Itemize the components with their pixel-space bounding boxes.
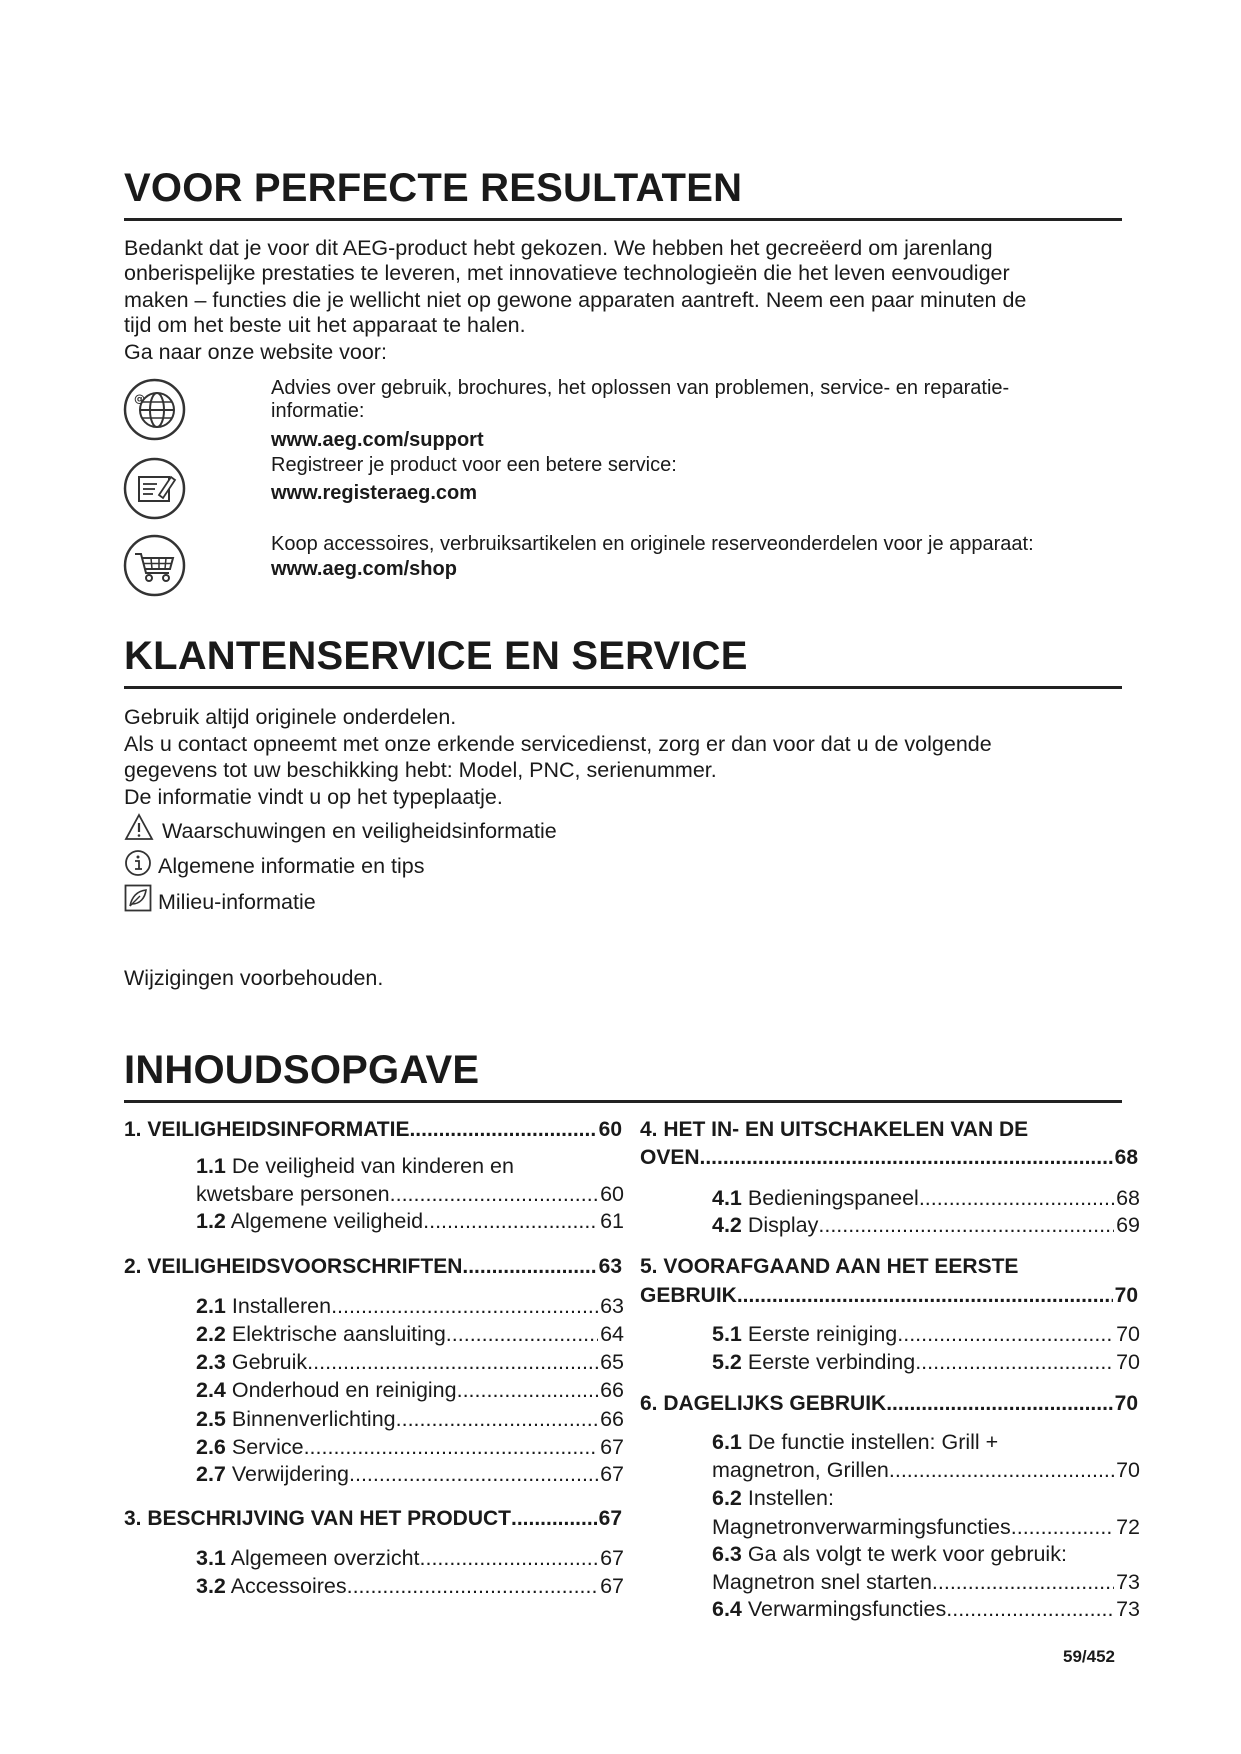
svg-text:@: @ xyxy=(134,392,145,405)
intro-line: tijd om het beste uit het apparaat te halen. xyxy=(124,313,526,337)
service-line: gegevens tot uw beschikking hebt: Model, PNC, serienummer. xyxy=(124,758,717,782)
intro-line: Ga naar onze website voor: xyxy=(124,340,387,364)
title-rule xyxy=(124,1100,1122,1103)
section-title-results: VOOR PERFECTE RESULTATEN xyxy=(124,166,743,210)
toc-item[interactable]: Magnetronverwarmingsfuncties ..... 72 xyxy=(712,1515,1140,1540)
toc-item[interactable]: 2.1 Installeren ..... 63 xyxy=(196,1294,624,1319)
warning-icon xyxy=(124,813,150,839)
toc-chapter[interactable]: 2. VEILIGHEIDSVOORSCHRIFTEN ..... 63 xyxy=(124,1255,622,1279)
toc-item[interactable]: 2.5 Binnenverlichting ..... 66 xyxy=(196,1407,624,1432)
toc-item[interactable]: 4.2 Display ..... 69 xyxy=(712,1213,1140,1238)
toc-item[interactable]: 1.1 De veiligheid van kinderen en xyxy=(196,1154,514,1178)
title-rule xyxy=(124,218,1122,221)
support-text: Advies over gebruik, brochures, het oplossen van problemen, service- en reparatie- xyxy=(271,377,1010,399)
service-line: De informatie vindt u op het typeplaatje. xyxy=(124,785,503,809)
shop-link[interactable]: www.aeg.com/shop xyxy=(271,558,457,580)
toc-item[interactable]: 2.2 Elektrische aansluiting ..... 64 xyxy=(196,1322,624,1347)
toc-item[interactable]: 2.4 Onderhoud en reiniging ..... 66 xyxy=(196,1378,624,1403)
shopping-cart-icon xyxy=(123,534,186,597)
toc-item[interactable]: 6.2 Instellen: xyxy=(712,1486,834,1510)
register-link[interactable]: www.registeraeg.com xyxy=(271,482,477,504)
toc-item[interactable]: 5.1 Eerste reiniging ..... 70 xyxy=(712,1322,1140,1347)
title-rule xyxy=(124,686,1122,689)
toc-item[interactable]: 3.2 Accessoires ..... 67 xyxy=(196,1574,624,1599)
register-icon xyxy=(123,457,186,520)
toc-chapter[interactable]: 6. DAGELIJKS GEBRUIK ..... 70 xyxy=(640,1392,1138,1416)
toc-title: INHOUDSOPGAVE xyxy=(124,1048,480,1092)
toc-item[interactable]: 2.7 Verwijdering ..... 67 xyxy=(196,1462,624,1487)
legend-info-label: Algemene informatie en tips xyxy=(158,854,425,878)
intro-line: Bedankt dat je voor dit AEG-product hebt gekozen. We hebben het gecreëerd om jarenlang xyxy=(124,236,993,260)
shop-text: Koop accessoires, verbruiksartikelen en originele reserveonderdelen voor je apparaat: xyxy=(271,533,1034,555)
toc-item[interactable]: 5.2 Eerste verbinding ..... 70 xyxy=(712,1350,1140,1375)
toc-item[interactable]: 6.4 Verwarmingsfuncties ..... 73 xyxy=(712,1597,1140,1622)
disclaimer: Wijzigingen voorbehouden. xyxy=(124,966,384,990)
toc-item[interactable]: 4.1 Bedieningspaneel ..... 68 xyxy=(712,1186,1140,1211)
legend-environment-label: Milieu-informatie xyxy=(158,890,316,914)
legend-warning-label: Waarschuwingen en veiligheidsinformatie xyxy=(162,819,557,843)
environment-icon xyxy=(124,884,150,910)
toc-item[interactable]: 1.2 Algemene veiligheid ..... 61 xyxy=(196,1209,624,1234)
support-link[interactable]: www.aeg.com/support xyxy=(271,429,484,451)
toc-item[interactable]: 3.1 Algemeen overzicht ..... 67 xyxy=(196,1546,624,1571)
toc-chapter[interactable]: OVEN ..... 68 xyxy=(640,1146,1138,1170)
section-title-service: KLANTENSERVICE EN SERVICE xyxy=(124,634,748,678)
toc-chapter[interactable]: 4. HET IN- EN UITSCHAKELEN VAN DE xyxy=(640,1118,1029,1141)
toc-chapter[interactable]: 5. VOORAFGAAND AAN HET EERSTE xyxy=(640,1255,1019,1278)
intro-line: maken – functies die je wellicht niet op gewone apparaten aantreft. Neem een paar minuten de xyxy=(124,288,1027,312)
support-text: informatie: xyxy=(271,400,365,422)
toc-item[interactable]: 6.3 Ga als volgt te werk voor gebruik: xyxy=(712,1542,1067,1566)
toc-item[interactable]: Magnetron snel starten ..... 73 xyxy=(712,1570,1140,1595)
page-number: 59/452 xyxy=(1063,1647,1115,1666)
service-line: Gebruik altijd originele onderdelen. xyxy=(124,705,457,729)
info-icon xyxy=(124,849,150,875)
globe-icon xyxy=(123,378,186,441)
toc-item[interactable]: magnetron, Grillen ..... 70 xyxy=(712,1458,1140,1483)
toc-item[interactable]: 2.6 Service ..... 67 xyxy=(196,1435,624,1460)
service-line: Als u contact opneemt met onze erkende servicedienst, zorg er dan voor dat u de volgende xyxy=(124,732,992,756)
toc-chapter[interactable]: 3. BESCHRIJVING VAN HET PRODUCT ..... 67 xyxy=(124,1507,622,1531)
toc-item[interactable]: 6.1 De functie instellen: Grill + xyxy=(712,1430,999,1454)
register-text: Registreer je product voor een betere service: xyxy=(271,454,677,476)
toc-item[interactable]: 2.3 Gebruik ..... 65 xyxy=(196,1350,624,1375)
intro-line: onberispelijke prestaties te leveren, met innovatieve technologieën die het leven eenvoudiger xyxy=(124,261,1010,285)
toc-chapter[interactable]: 1. VEILIGHEIDSINFORMATIE ..... 60 xyxy=(124,1118,622,1142)
toc-chapter[interactable]: GEBRUIK ..... 70 xyxy=(640,1284,1138,1308)
toc-item[interactable]: kwetsbare personen ..... 60 xyxy=(196,1182,624,1207)
